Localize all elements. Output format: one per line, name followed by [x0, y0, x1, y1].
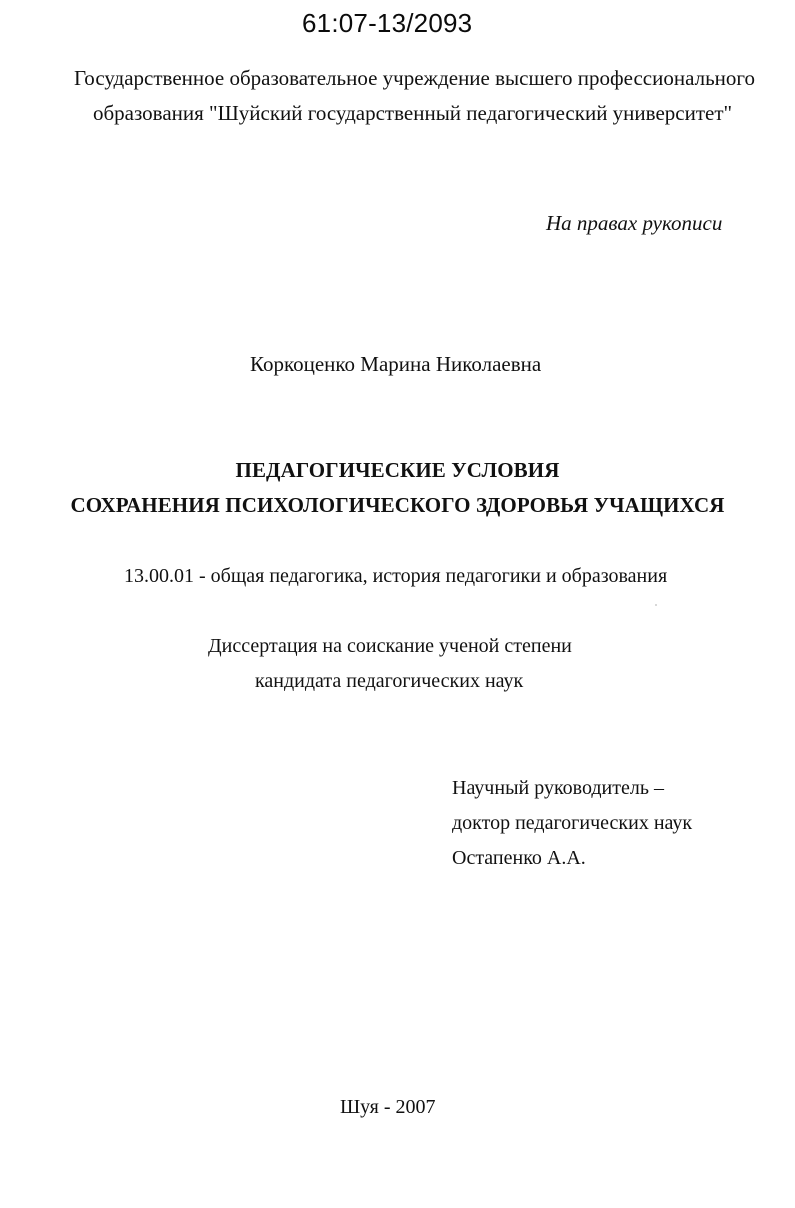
institution-line-2: образования "Шуйский государственный педагогический университет": [93, 101, 733, 125]
specialty-code: 13.00.01 - общая педагогика, история педагогики и образования: [124, 565, 668, 587]
supervisor-name: Остапенко А.А.: [452, 847, 586, 869]
degree-line-2: кандидата педагогических наук: [255, 670, 524, 692]
scan-speck: [655, 604, 657, 606]
place-and-year: Шуя - 2007: [340, 1096, 436, 1118]
dissertation-title-line-1: ПЕДАГОГИЧЕСКИЕ УСЛОВИЯ: [235, 458, 560, 482]
degree-line-1: Диссертация на соискание ученой степени: [208, 635, 572, 657]
archive-stamp-code: 61:07-13/2093: [302, 8, 473, 38]
institution-line-1: Государственное образовательное учреждение высшего профессионального: [74, 66, 755, 90]
supervisor-role: Научный руководитель –: [452, 777, 664, 799]
manuscript-rights-note: На правах рукописи: [546, 211, 723, 235]
supervisor-title: доктор педагогических наук: [452, 812, 693, 834]
dissertation-title-line-2: СОХРАНЕНИЯ ПСИХОЛОГИЧЕСКОГО ЗДОРОВЬЯ УЧАЩИХСЯ: [70, 493, 725, 517]
author-name: Коркоценко Марина Николаевна: [250, 352, 542, 376]
